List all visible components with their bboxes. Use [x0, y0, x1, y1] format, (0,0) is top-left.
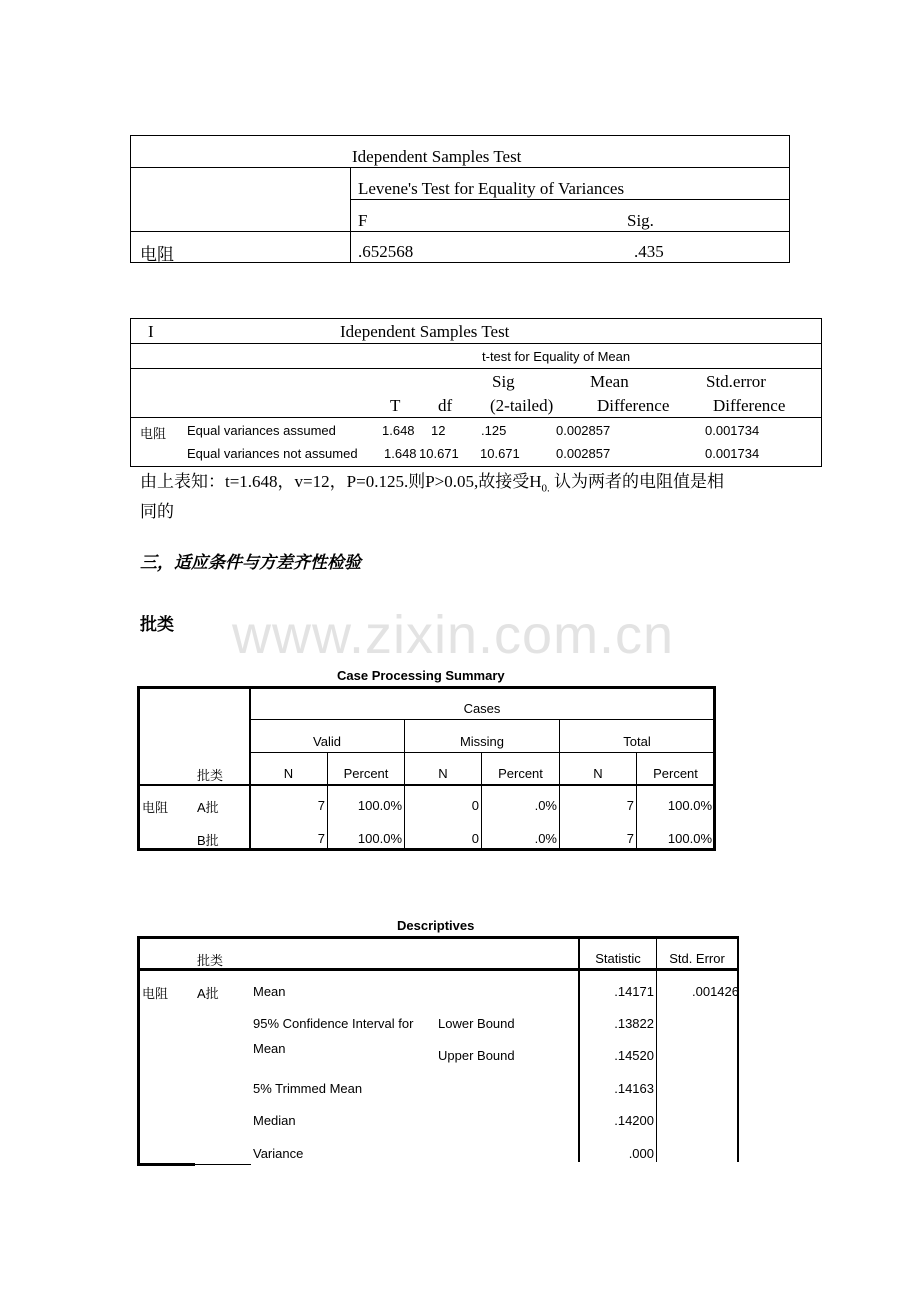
col-valid: Valid [313, 734, 341, 749]
valid-percent: 100.0% [357, 798, 402, 813]
col-total: Total [623, 734, 651, 749]
ttest-row-label: Equal variances not assumed [187, 446, 358, 461]
section-heading: 三，适应条件与方差齐性检验 [140, 553, 361, 573]
col-n: N [283, 766, 294, 781]
mean-label: Mean [253, 984, 286, 999]
total-n: 7 [626, 831, 634, 846]
col-cases: Cases [463, 701, 501, 716]
missing-percent: .0% [534, 798, 557, 813]
row-batch-label: A批 [197, 986, 219, 1001]
upper-bound-label: Upper Bound [438, 1048, 515, 1063]
ttest-title: Idependent Samples Test [340, 322, 510, 341]
median-statistic: .14200 [614, 1113, 654, 1128]
levene-row-label: 电阻 [140, 245, 174, 264]
lower-bound-statistic: .13822 [614, 1016, 654, 1031]
col-n: N [438, 766, 448, 781]
ttest-t: 1.648 [384, 446, 417, 461]
ci-label-line2: Mean [253, 1041, 286, 1056]
total-percent: 100.0% [667, 831, 712, 846]
ttest-se-diff: 0.001734 [705, 423, 760, 438]
ttest-col-sig-line1: Sig [492, 372, 515, 391]
total-n: 7 [626, 798, 634, 813]
valid-n: 7 [317, 798, 325, 813]
row-header-batch: 批类 [197, 768, 224, 783]
row-label: A批 [197, 800, 219, 815]
row-header-batch: 批类 [197, 953, 224, 968]
watermark: www.zixin.com.cn [232, 605, 675, 665]
levene-col-f: F [358, 211, 368, 230]
descriptives-title: Descriptives [397, 918, 475, 933]
variance-label: Variance [253, 1146, 304, 1161]
missing-n: 0 [471, 798, 479, 813]
case-summary-title: Case Processing Summary [337, 668, 505, 683]
ci-label-line1: 95% Confidence Interval for [253, 1016, 414, 1031]
valid-n: 7 [317, 831, 325, 846]
levene-f-value: .652568 [358, 242, 414, 261]
col-missing: Missing [459, 734, 505, 749]
batch-label: 批类 [140, 615, 174, 635]
ttest-row-group: 电阻 [140, 426, 167, 441]
mean-std-error: .001426 [692, 984, 739, 999]
ttest-se-diff: 0.001734 [705, 446, 760, 461]
variance-statistic: .000 [628, 1146, 654, 1161]
col-n: N [593, 766, 603, 781]
ttest-col-se-line2: Difference [713, 396, 786, 415]
ttest-df: 12 [431, 423, 446, 438]
col-std-error: Std. Error [669, 951, 725, 966]
conclusion-line-1: 由上表知：t=1.648，v=12，P=0.125.则P>0.05,故接受$H_{0.}$ 认为两者的电阻值是相 [140, 472, 725, 495]
levene-group-header: Levene's Test for Equality of Variances [358, 179, 625, 198]
col-percent: Percent [498, 766, 543, 781]
ttest-df: 10.671 [419, 446, 459, 461]
ttest-col-t: T [390, 396, 401, 415]
trimmed-mean-label: 5% Trimmed Mean [253, 1081, 363, 1096]
levene-title: Idependent Samples Test [352, 147, 522, 166]
ttest-group-header: t-test for Equality of Mean [482, 349, 631, 364]
lower-bound-label: Lower Bound [438, 1016, 515, 1031]
ttest-mean-diff: 0.002857 [556, 423, 611, 438]
row-label: B批 [197, 833, 219, 848]
col-percent: Percent [653, 766, 698, 781]
missing-percent: .0% [534, 831, 557, 846]
mean-statistic: .14171 [614, 984, 654, 999]
ttest-col-se-line1: Std.error [706, 372, 766, 391]
ttest-t: 1.648 [382, 423, 415, 438]
ttest-corner: I [148, 322, 154, 341]
row-group-label: 电阻 [142, 986, 169, 1001]
conclusion-line-2: 同的 [140, 502, 174, 522]
missing-n: 0 [471, 831, 479, 846]
levene-col-sig: Sig. [627, 211, 654, 230]
upper-bound-statistic: .14520 [614, 1048, 654, 1063]
median-label: Median [253, 1113, 296, 1128]
ttest-sig: 10.671 [480, 446, 520, 461]
ttest-col-df: df [438, 396, 453, 415]
ttest-row-label: Equal variances assumed [187, 423, 336, 438]
levene-sig-value: .435 [634, 242, 664, 261]
ttest-sig: .125 [481, 423, 507, 438]
trimmed-mean-statistic: .14163 [614, 1081, 654, 1096]
ttest-mean-diff: 0.002857 [556, 446, 611, 461]
row-group-label: 电阻 [142, 800, 169, 815]
ttest-col-sig-line2: (2-tailed) [490, 396, 554, 415]
conclusion-paragraph [140, 470, 800, 524]
valid-percent: 100.0% [357, 831, 402, 846]
col-percent: Percent [343, 766, 389, 781]
total-percent: 100.0% [667, 798, 712, 813]
ttest-col-mean-line2: Difference [597, 396, 670, 415]
ttest-col-mean-line1: Mean [590, 372, 629, 391]
col-statistic: Statistic [595, 951, 641, 966]
